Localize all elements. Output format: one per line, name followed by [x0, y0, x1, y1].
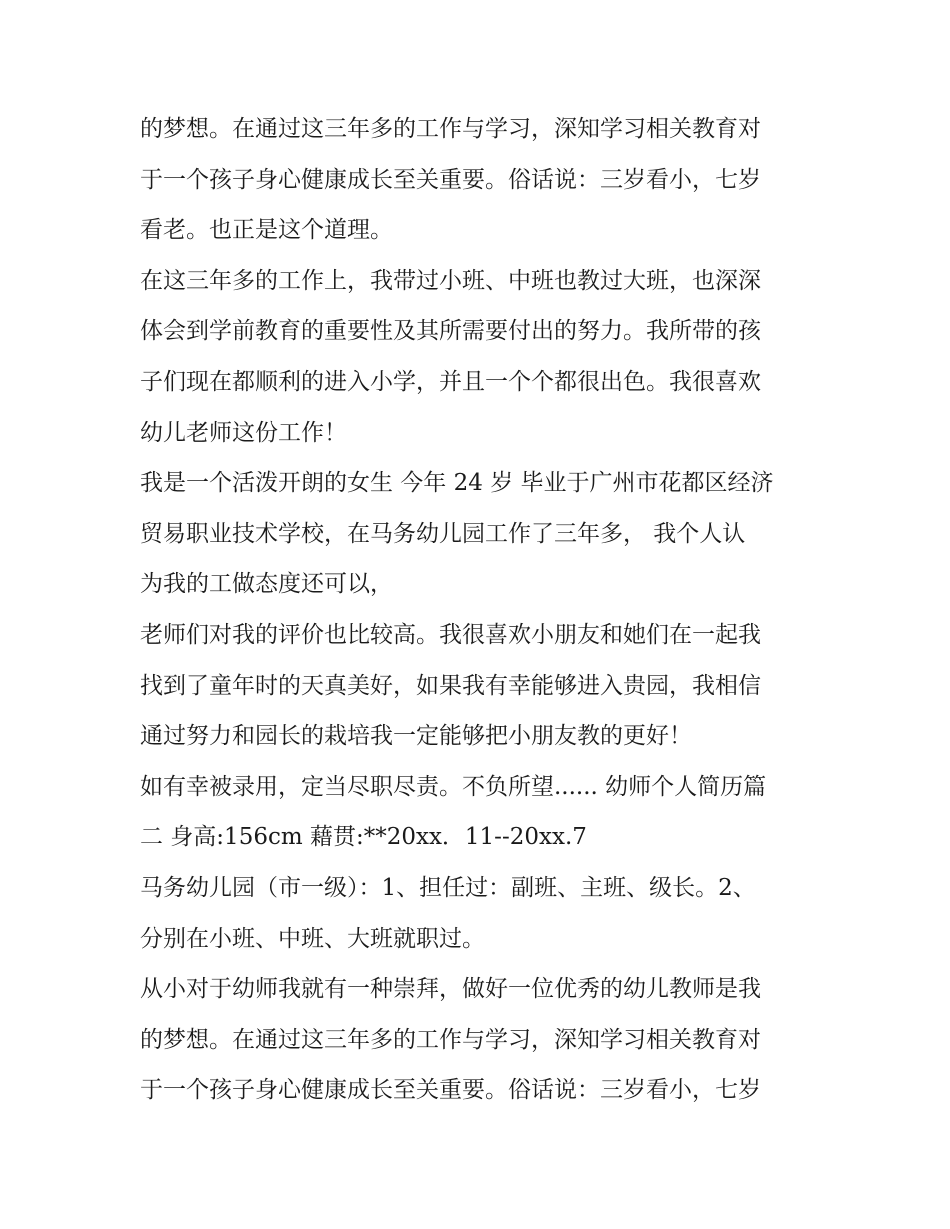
text-line: 子们现在都顺利的进入小学，并且一个个都很出色。我很喜欢 — [140, 368, 761, 395]
text-line: 通过努力和园长的栽培我一定能够把小朋友教的更好！ — [140, 723, 692, 750]
text-line: 于一个孩子身心健康成长至关重要。俗话说：三岁看小，七岁 — [140, 1077, 761, 1104]
text-line: 分别在小班、中班、大班就职过。 — [140, 925, 485, 952]
text-line: 为我的工做态度还可以， — [140, 571, 393, 598]
text-line: 在这三年多的工作上，我带过小班、中班也教过大班，也深深 — [140, 267, 761, 294]
text-line: 从小对于幼师我就有一种崇拜，做好一位优秀的幼儿教师是我 — [140, 976, 761, 1003]
text-line: 体会到学前教育的重要性及其所需要付出的努力。我所带的孩 — [140, 318, 761, 345]
text-line: 的梦想。在通过这三年多的工作与学习，深知学习相关教育对 — [140, 116, 761, 142]
text-line: 的梦想。在通过这三年多的工作与学习，深知学习相关教育对 — [140, 1026, 761, 1053]
text-line: 贸易职业技术学校，在马务幼儿园工作了三年多， 我个人认 — [140, 520, 746, 547]
text-line: 马务幼儿园（市一级）：1、担任过：副班、主班、级长。2、 — [140, 874, 756, 901]
text-line: 二 身高:156cm 藉贯:**20xx．11--20xx.7 — [140, 824, 587, 851]
text-line: 于一个孩子身心健康成长至关重要。俗话说：三岁看小，七岁 — [140, 166, 761, 193]
text-line: 如有幸被录用，定当尽职尽责。不负所望...... 幼师个人简历篇 — [140, 773, 767, 800]
text-line: 看老。也正是这个道理。 — [140, 217, 393, 244]
text-line: 老师们对我的评价也比较高。我很喜欢小朋友和她们在一起我 — [140, 621, 761, 648]
text-line: 幼儿老师这份工作！ — [140, 419, 347, 446]
body-text — [140, 104, 820, 1116]
text-line: 我是一个活泼开朗的女生 今年 24 岁 毕业于广州市花都区经济 — [140, 470, 774, 497]
text-line: 找到了童年时的天真美好，如果我有幸能够进入贵园，我相信 — [140, 672, 761, 699]
